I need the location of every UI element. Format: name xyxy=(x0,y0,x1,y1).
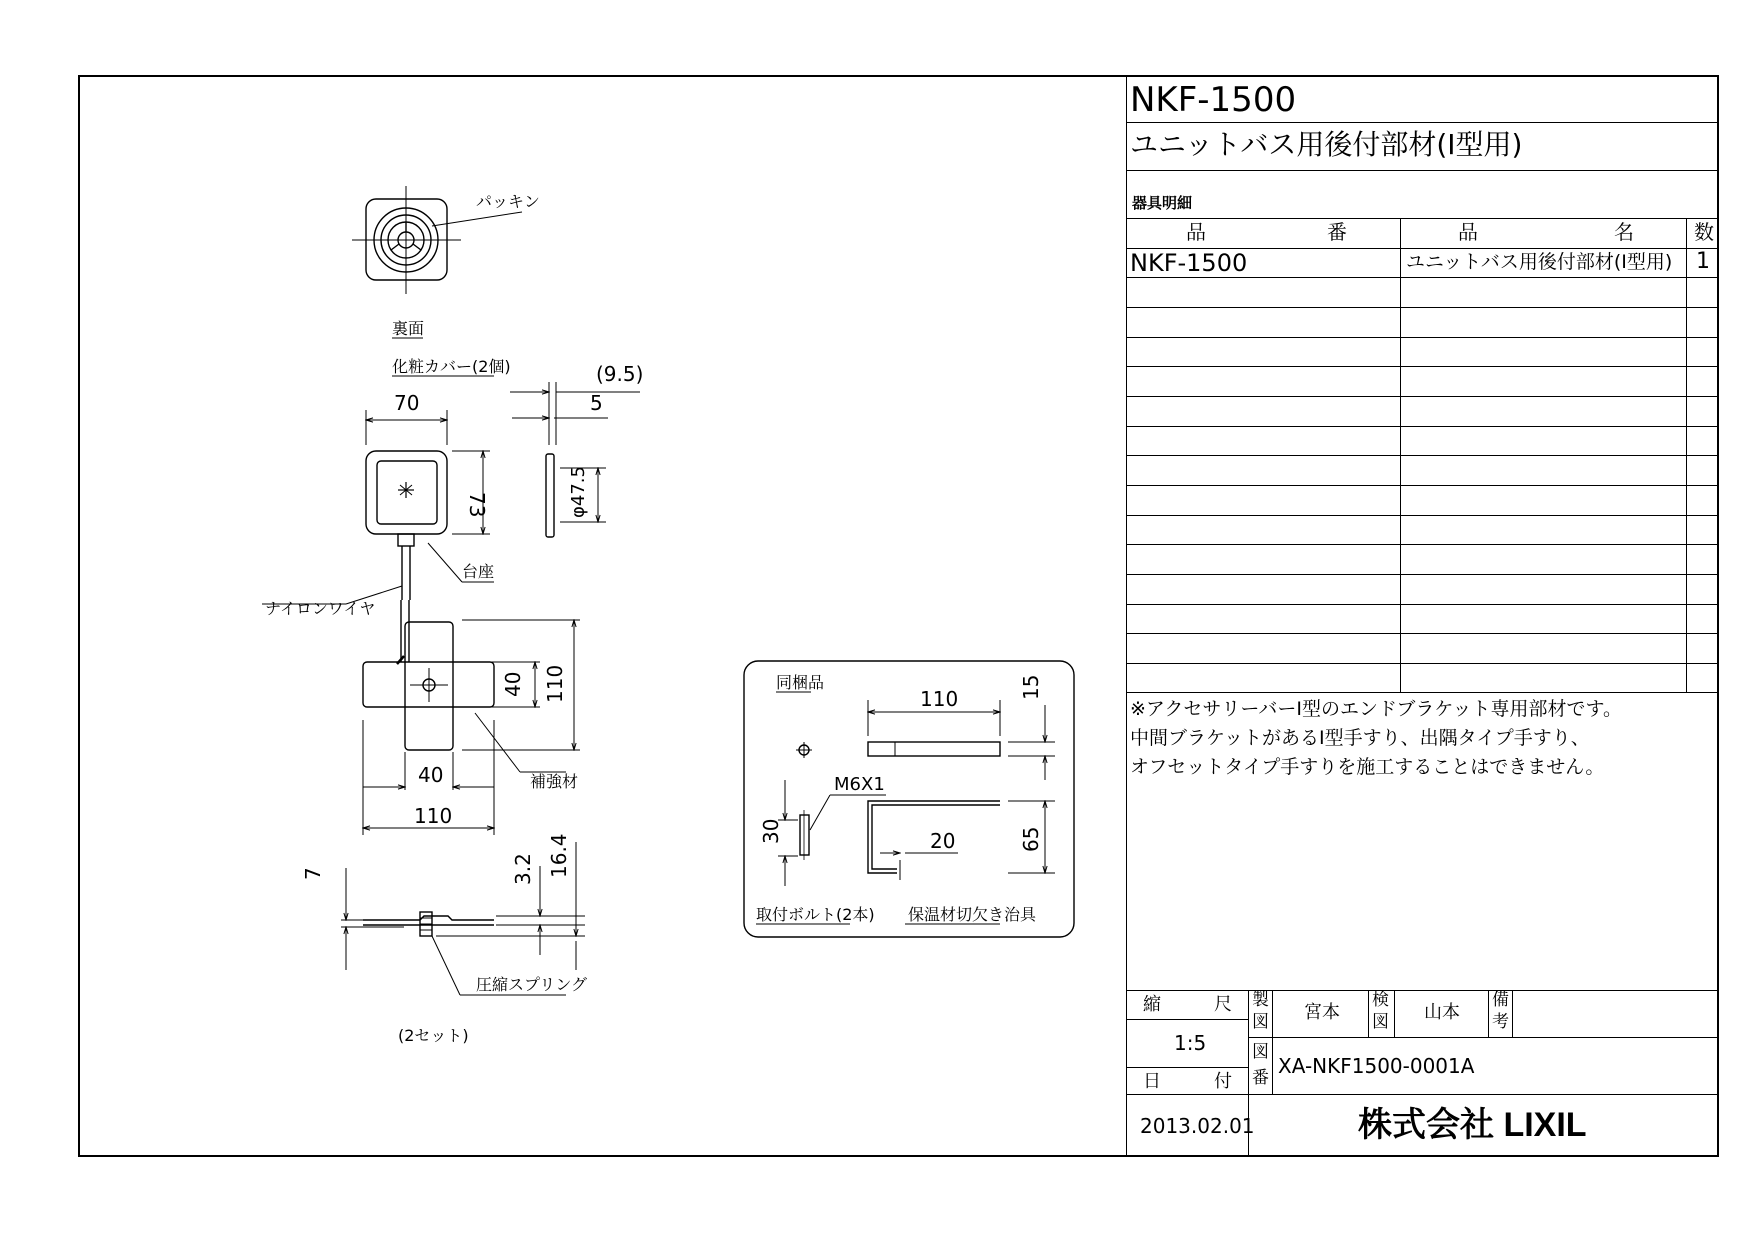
checked-by: 山本 xyxy=(1424,1002,1460,1023)
dim-5: 5 xyxy=(590,391,603,415)
drawing-number: XA-NKF1500-0001A xyxy=(1278,1054,1475,1078)
note-line-1: ※アクセサリーバーI型のエンドブラケット専用部材です。 xyxy=(1130,698,1622,720)
bolt-spec: M6X1 xyxy=(834,774,885,795)
acc-dim-15: 15 xyxy=(1019,674,1043,700)
row-name: ユニットバス用後付部材(I型用) xyxy=(1406,251,1673,273)
acc-dim-20: 20 xyxy=(930,829,956,853)
header-part-no-2: 番 xyxy=(1327,220,1347,244)
packing-label: パッキン xyxy=(476,192,540,211)
reinforcement-view xyxy=(262,586,580,835)
model-title: NKF-1500 xyxy=(1130,80,1297,120)
header-qty: 数 xyxy=(1694,220,1714,244)
drawing-no-label-2: 番 xyxy=(1252,1068,1269,1088)
scale-value: 1:5 xyxy=(1174,1031,1207,1055)
date-label-1: 日 xyxy=(1143,1071,1161,1092)
remarks-label-2: 考 xyxy=(1492,1012,1509,1032)
dim-3-2: 3.2 xyxy=(511,853,535,885)
acc-dim-110: 110 xyxy=(920,687,959,711)
acc-dim-65: 65 xyxy=(1019,826,1043,852)
dim-110-horizontal: 110 xyxy=(414,804,453,828)
cover-label: 化粧カバー(2個) xyxy=(392,357,511,376)
checked-label-2: 図 xyxy=(1372,1012,1389,1032)
acc-dim-30: 30 xyxy=(759,818,783,844)
base-label: 台座 xyxy=(462,562,495,581)
accessories-title: 同梱品 xyxy=(776,673,825,692)
drawing-no-label-1: 図 xyxy=(1252,1042,1269,1062)
scale-label-1: 縮 xyxy=(1143,994,1161,1015)
header-name-1: 品 xyxy=(1458,220,1478,244)
note-line-2: 中間ブラケットがあるI型手すり、出隅タイプ手すり、 xyxy=(1130,727,1590,749)
scale-label-2: 尺 xyxy=(1214,994,1232,1015)
spring-label: 圧縮スプリング xyxy=(476,975,588,994)
dim-9-5: (9.5) xyxy=(596,362,644,386)
set-label: (2セット) xyxy=(398,1026,469,1045)
drawn-by: 宮本 xyxy=(1304,1002,1340,1023)
header-part-no-1: 品 xyxy=(1186,220,1206,244)
drawn-label-2: 図 xyxy=(1252,1012,1269,1032)
jig-label: 保温材切欠き治具 xyxy=(908,905,1037,924)
dim-16-4: 16.4 xyxy=(547,833,571,878)
back-view-label: 裏面 xyxy=(392,319,425,338)
bolt-label: 取付ボルト(2本) xyxy=(756,905,875,924)
product-name-title: ユニットバス用後付部材(I型用) xyxy=(1130,128,1523,161)
dim-7: 7 xyxy=(301,867,325,880)
dim-40-horizontal: 40 xyxy=(418,763,444,787)
dim-73: 73 xyxy=(465,492,489,518)
date-value: 2013.02.01 xyxy=(1140,1114,1255,1138)
company-name: 株式会社 LIXIL xyxy=(1358,1106,1587,1144)
row-part-no: NKF-1500 xyxy=(1130,249,1248,277)
remarks-label-1: 備 xyxy=(1492,990,1509,1010)
checked-label-1: 検 xyxy=(1372,990,1389,1010)
dim-70: 70 xyxy=(394,391,420,415)
nylon-wire-label: ナイロンワイヤ xyxy=(265,599,376,618)
reinforcement-label: 補強材 xyxy=(530,772,579,791)
dim-phi47-5: φ47.5 xyxy=(568,466,589,518)
dim-40-vertical: 40 xyxy=(501,671,525,697)
header-name-2: 名 xyxy=(1614,220,1634,244)
accessories-box xyxy=(744,661,1074,937)
dim-110-vertical: 110 xyxy=(543,664,567,703)
row-qty: 1 xyxy=(1696,249,1710,274)
title-block-divider xyxy=(1126,75,1127,1157)
drawn-label-1: 製 xyxy=(1252,990,1269,1010)
parts-list-label: 器具明細 xyxy=(1132,194,1193,212)
date-label-2: 付 xyxy=(1214,1071,1232,1092)
note-line-3: オフセットタイプ手すりを施工することはできません。 xyxy=(1130,756,1605,778)
